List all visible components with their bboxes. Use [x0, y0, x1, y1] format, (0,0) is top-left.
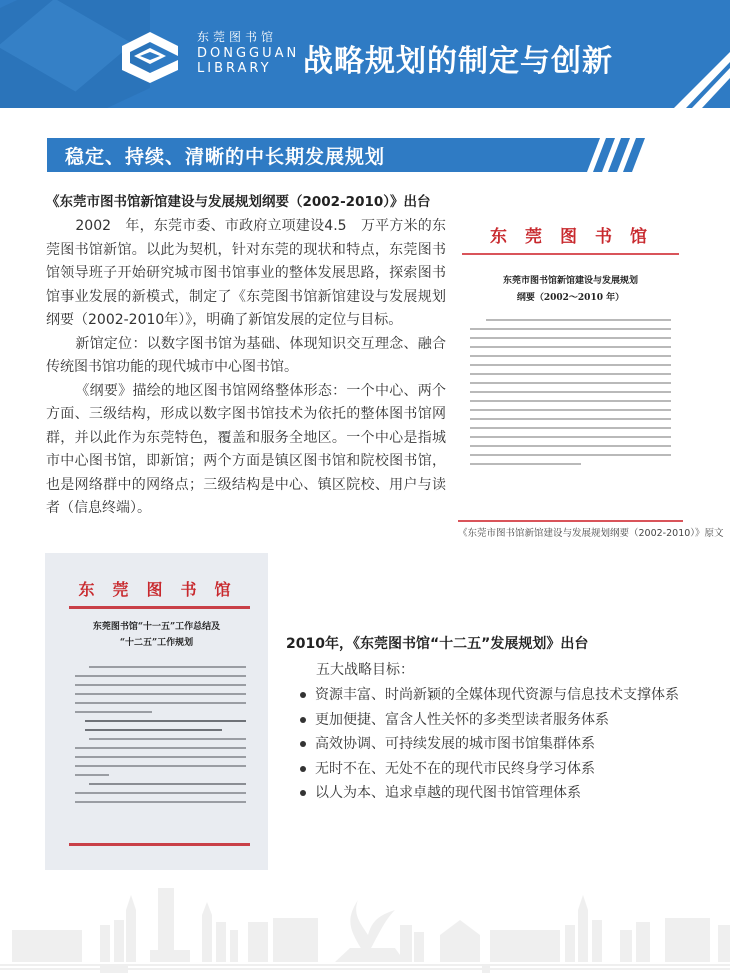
bullet-icon	[300, 766, 306, 772]
goal-text: 高效协调、可持续发展的城市图书馆集群体系	[315, 736, 595, 752]
goal-item	[300, 732, 679, 757]
part1-paragraph: 《纲要》描绘的地区图书馆网络整体形态：一个中心、两个方面、三级结构，形成以数字图书馆技术为依托的整体图书馆网群，并以此作为东莞特色，覆盖和服务全地区。一个中心是指城市中心图书馆，即新馆；两个方面是镇区图书馆和院校图书馆，也是网络群中的网络点；三级结构是中心、镇区院校、用户与读者（信息终端）。	[46, 382, 446, 516]
library-logo-text	[197, 31, 299, 75]
bullet-icon	[300, 741, 306, 747]
caption-rule	[458, 520, 683, 522]
section-banner	[47, 138, 657, 172]
goal-item	[300, 757, 679, 782]
page-header	[0, 0, 730, 108]
document-title-line2: “十二五”工作规划	[119, 638, 194, 648]
document-title-line1: 东莞图书馆“十一五”工作总结及	[92, 622, 221, 632]
goal-item	[300, 708, 679, 733]
city-skyline-decoration	[0, 880, 730, 973]
logo-english-name-line2: LIBRARY	[197, 61, 272, 76]
goal-text: 更加便捷、富含人性关怀的多类型读者服务体系	[315, 711, 609, 728]
part1-heading: 《东莞市图书馆新馆建设与发展规划纲要（2002-2010）》出台	[46, 194, 431, 210]
part2-heading: 2010年，《东莞图书馆“十二五”发展规划》出台	[286, 636, 589, 652]
document-letterhead: 东莞图书馆	[78, 580, 249, 599]
part1-body	[46, 215, 446, 521]
document-title-line1: 东莞市图书馆新馆建设与发展规划	[502, 276, 638, 286]
bullet-icon	[300, 717, 306, 723]
goal-text: 以人为本、追求卓越的现代图书馆管理体系	[315, 785, 581, 801]
goal-text: 无时不在、无处不在的现代市民终身学习体系	[315, 760, 595, 777]
five-year-plan-document-image	[45, 553, 268, 870]
strategic-goals-list	[300, 683, 679, 806]
goal-text: 资源丰富、时尚新颖的全媒体现代资源与信息技术支撑体系	[315, 687, 679, 703]
document-body-text-image	[45, 648, 268, 803]
goals-intro: 五大战略目标：	[316, 662, 414, 678]
bullet-icon	[300, 790, 306, 796]
document-title-line2: 纲要（2002～2010 年）	[516, 293, 625, 303]
bullet-icon	[300, 692, 306, 698]
header-stripes-decoration	[630, 0, 730, 108]
library-logo-icon	[120, 30, 180, 85]
document-body-text-image	[458, 303, 683, 465]
footer-rule	[69, 843, 250, 846]
goal-item	[300, 683, 679, 708]
document-letterhead: 东莞图书馆	[490, 227, 665, 247]
document-caption: 《东莞市图书馆新馆建设与发展规划纲要（2002-2010）》原文	[458, 528, 724, 539]
letterhead-rule	[462, 253, 679, 255]
letterhead-rule	[69, 606, 250, 609]
logo-english-name-line1: DONGGUAN	[197, 46, 300, 61]
logo-chinese-name: 东莞图书馆	[197, 30, 278, 44]
plan-outline-document-image	[458, 200, 683, 518]
part1-paragraph: 新馆定位：以数字图书馆为基础、体现知识交互理念、融合传统图书馆功能的现代城市中心图书馆。	[46, 335, 446, 375]
part1-paragraph: 2002 年，东莞市委、市政府立项建设4.5 万平方米的东莞图书馆新馆。以此为契机，针对东莞的现状和特点，东莞图书馆领导班子开始研究城市图书馆事业的整体发展思路，探索图书馆事业发展的新模式，制定了《东莞图书馆新馆建设与发展规划纲要（2002-2010年）》，明确了新馆发展的定位与目标。	[46, 218, 446, 328]
page-title: 战略规划的制定与创新	[303, 44, 613, 79]
section-title: 稳定、持续、清晰的中长期发展规划	[65, 146, 386, 168]
goal-item	[300, 781, 679, 806]
